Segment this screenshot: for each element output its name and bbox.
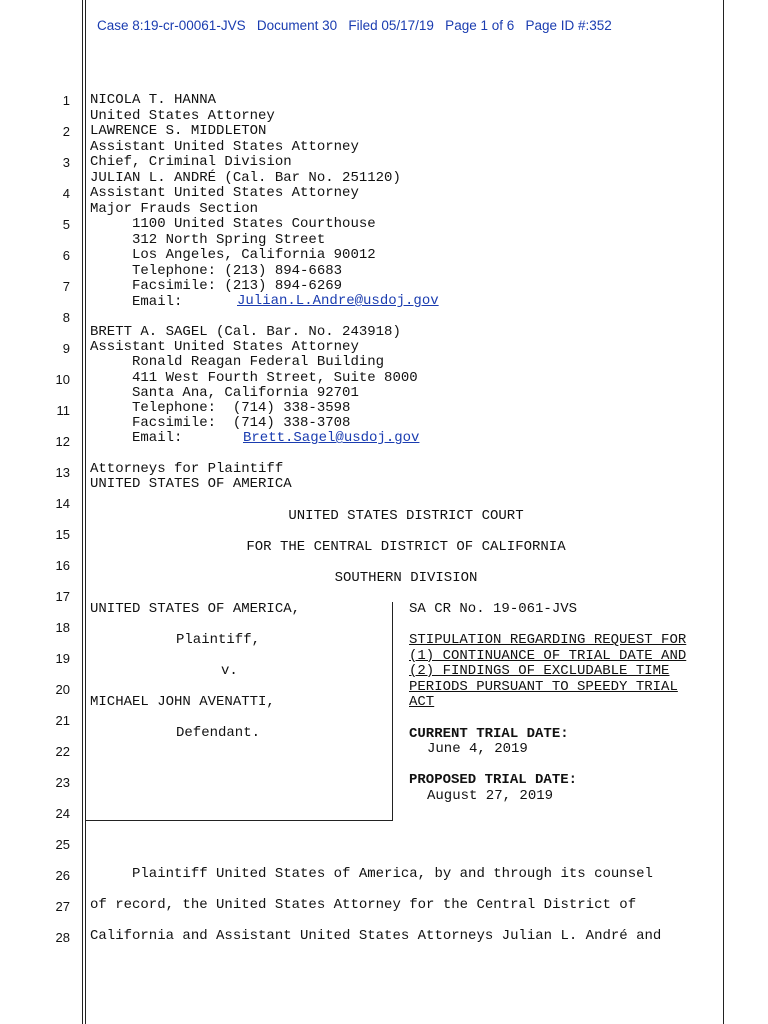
caption-bottom-rule — [86, 820, 393, 821]
body-line: Plaintiff United States of America, by and through its counsel — [90, 866, 653, 882]
counsel-line: Assistant United States Attorney — [90, 138, 359, 155]
proposed-trial-date: August 27, 2019 — [427, 788, 554, 804]
counsel-line: Telephone: (213) 894-6683 — [90, 262, 343, 279]
line-number: 15 — [55, 527, 70, 542]
counsel-line: 312 North Spring Street — [90, 231, 326, 248]
court-division: SOUTHERN DIVISION — [334, 570, 478, 586]
attorneys-for-line-1: Attorneys for Plaintiff — [90, 461, 284, 477]
current-trial-date: June 4, 2019 — [427, 741, 528, 757]
counsel-line: Major Frauds Section — [90, 200, 259, 217]
caption-versus: v. — [221, 663, 238, 679]
line-number: 11 — [56, 403, 70, 418]
caption-vertical-rule — [392, 602, 393, 821]
line-number: 1 — [62, 93, 70, 108]
counsel-line: Facsimile: (213) 894-6269 — [90, 278, 343, 294]
line-number: 25 — [55, 837, 70, 852]
counsel-line: United States Attorney — [90, 107, 275, 124]
line-number: 23 — [55, 775, 70, 790]
counsel-line: Santa Ana, California 92701 — [90, 384, 359, 401]
line-number: 14 — [55, 496, 70, 511]
line-number: 6 — [62, 248, 70, 263]
proposed-trial-date-label: PROPOSED TRIAL DATE: — [409, 772, 578, 788]
case-number: SA CR No. 19-061-JVS — [409, 601, 578, 617]
line-number: 20 — [55, 682, 70, 697]
counsel-line: Facsimile: (714) 338-3708 — [90, 415, 351, 432]
counsel-line: BRETT A. SAGEL (Cal. Bar. No. 243918) — [90, 324, 401, 340]
line-number: 7 — [62, 279, 70, 294]
document-title-line: ACT — [409, 694, 435, 710]
left-margin-rule-outer — [82, 0, 83, 1024]
line-number: 26 — [55, 868, 70, 883]
body-line: California and Assistant United States Attorneys Julian L. André and — [90, 928, 662, 944]
line-number: 28 — [55, 930, 70, 945]
line-number: 21 — [55, 713, 70, 728]
line-number: 18 — [55, 620, 70, 635]
counsel-line: NICOLA T. HANNA — [90, 92, 217, 108]
counsel-line: Assistant United States Attorney — [90, 339, 359, 356]
caption-defendant-role: Defendant. — [176, 725, 261, 741]
line-number: 17 — [55, 589, 70, 604]
current-trial-date-label: CURRENT TRIAL DATE: — [409, 726, 569, 742]
document-title-line: STIPULATION REGARDING REQUEST FOR — [409, 632, 687, 648]
line-number: 27 — [55, 899, 70, 914]
line-number: 16 — [55, 558, 70, 573]
counsel-line: LAWRENCE S. MIDDLETON — [90, 123, 267, 139]
line-number: 2 — [62, 124, 70, 139]
counsel-line: JULIAN L. ANDRÉ (Cal. Bar No. 251120) — [90, 169, 401, 186]
line-number: 4 — [62, 186, 70, 201]
line-number: 9 — [62, 341, 70, 356]
email-link-sagel[interactable]: Brett.Sagel@usdoj.gov — [243, 430, 420, 446]
ecf-header: Case 8:19-cr-00061-JVS Document 30 Filed 05/17/19 Page 1 of 6 Page ID #:352 — [97, 18, 612, 33]
body-line: of record, the United States Attorney for the Central District of — [90, 897, 637, 913]
caption-plaintiff-name: UNITED STATES OF AMERICA, — [90, 601, 301, 617]
counsel-line: 411 West Fourth Street, Suite 8000 — [90, 369, 418, 386]
right-margin-rule — [723, 0, 724, 1024]
counsel-line: Telephone: (714) 338-3598 — [90, 400, 351, 416]
document-title-line: (1) CONTINUANCE OF TRIAL DATE AND — [409, 647, 687, 664]
line-number: 5 — [62, 217, 70, 232]
line-number: 13 — [55, 465, 70, 480]
line-number: 3 — [62, 155, 70, 170]
attorneys-for-line-2: UNITED STATES OF AMERICA — [90, 476, 292, 492]
line-number: 10 — [55, 372, 70, 387]
caption-plaintiff-role: Plaintiff, — [176, 632, 261, 648]
line-number: 22 — [55, 744, 70, 759]
line-number: 24 — [55, 806, 70, 821]
line-number: 12 — [55, 434, 70, 449]
counsel-line: Chief, Criminal Division — [90, 154, 292, 170]
email-link-andre[interactable]: Julian.L.Andre@usdoj.gov — [237, 293, 439, 309]
counsel-line: Email: — [90, 430, 233, 447]
counsel-line: Assistant United States Attorney — [90, 185, 359, 201]
line-number: 19 — [55, 651, 70, 666]
line-number: 8 — [62, 310, 70, 325]
document-title-line: PERIODS PURSUANT TO SPEEDY TRIAL — [409, 678, 678, 695]
court-title: UNITED STATES DISTRICT COURT — [288, 508, 524, 524]
court-district: FOR THE CENTRAL DISTRICT OF CALIFORNIA — [246, 539, 566, 555]
document-title-line: (2) FINDINGS OF EXCLUDABLE TIME — [409, 663, 670, 679]
counsel-line: Los Angeles, California 90012 — [90, 247, 376, 263]
left-margin-rule-inner — [85, 0, 86, 1024]
counsel-line: 1100 United States Courthouse — [90, 216, 376, 232]
counsel-line: Ronald Reagan Federal Building — [90, 354, 385, 371]
counsel-line: Email: — [90, 293, 225, 310]
caption-defendant-name: MICHAEL JOHN AVENATTI, — [90, 694, 275, 710]
